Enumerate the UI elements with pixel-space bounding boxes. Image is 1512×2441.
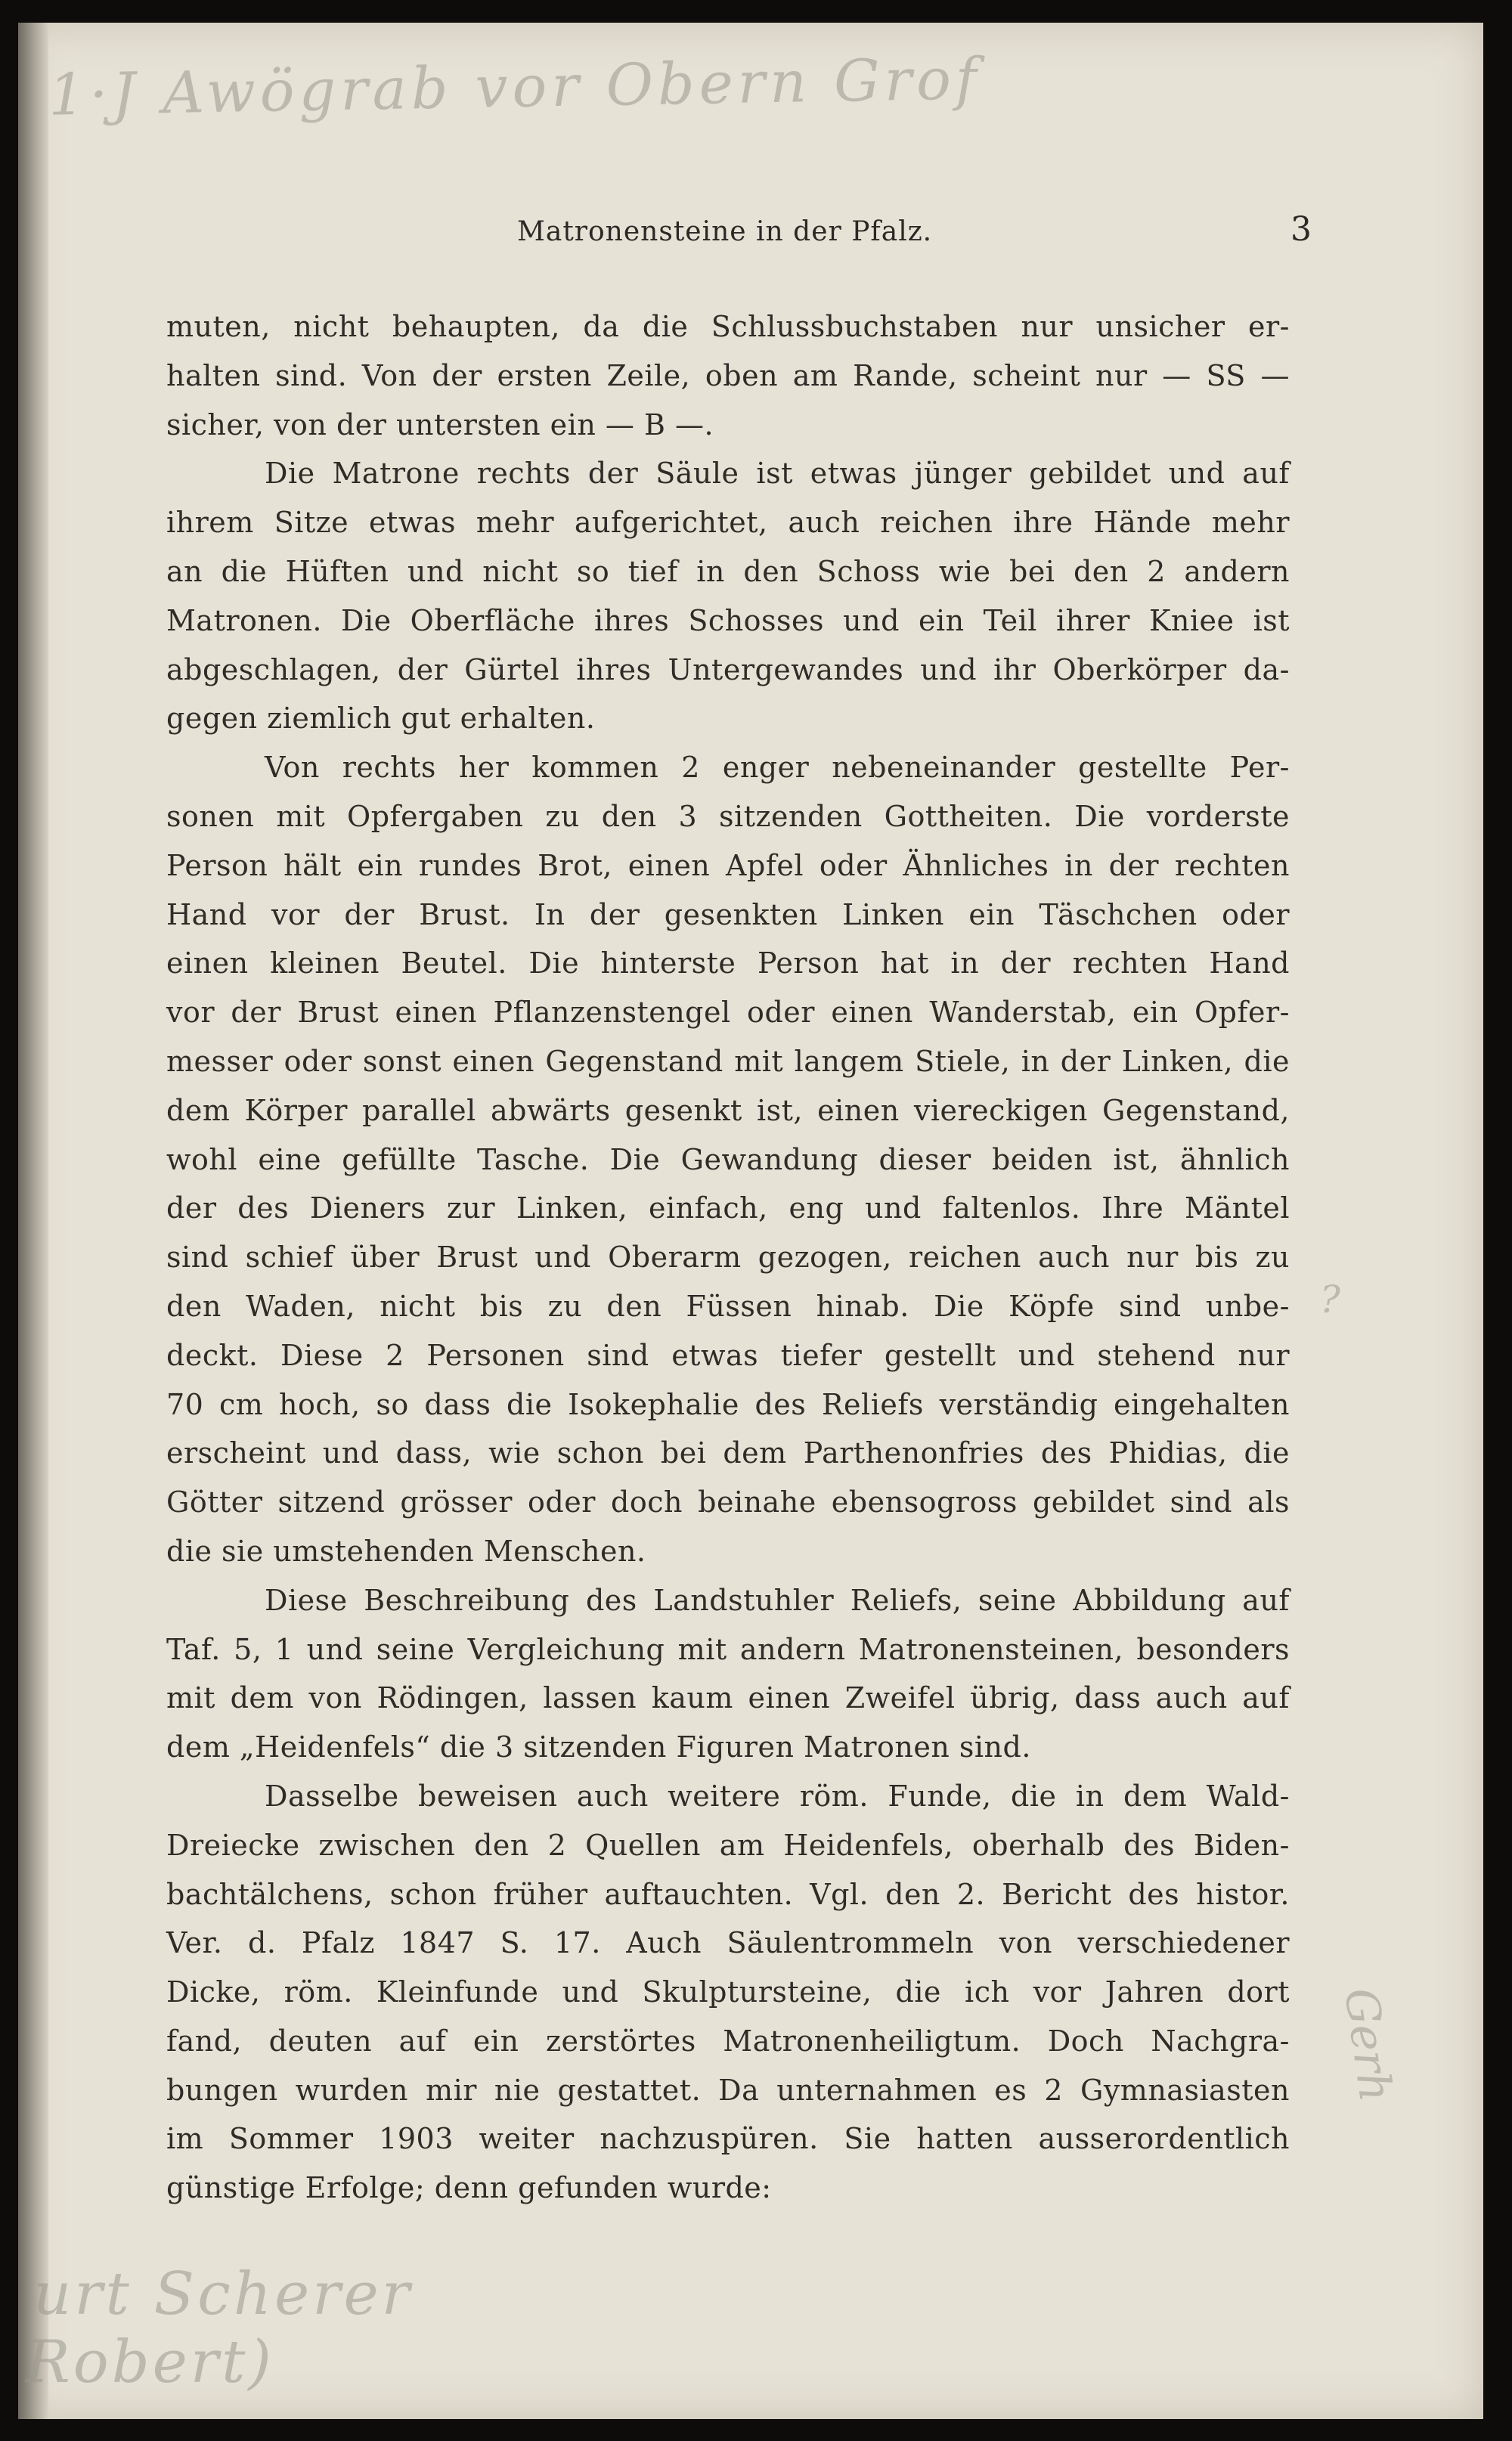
handwritten-note-top: 1·J Awögrab vor Obern Grof xyxy=(48,45,982,129)
text-line: gegen ziemlich gut erhalten. xyxy=(166,702,596,736)
text-line: Götter sitzend grösser oder doch beinahe ebensogross gebildet sind als xyxy=(166,1485,1290,1519)
text-line: Hand vor der Brust. In der gesenkten Linken ein Täschchen oder xyxy=(166,897,1290,931)
text-line: die sie umstehenden Menschen. xyxy=(166,1534,646,1568)
text-line: der des Dieners zur Linken, einfach, eng und faltenlos. Ihre Mäntel xyxy=(166,1191,1290,1225)
text-line: mit dem von Rödingen, lassen kaum einen Zweifel übrig, dass auch auf xyxy=(166,1681,1290,1715)
text-line: Dicke, röm. Kleinfunde und Skulptursteine, die ich vor Jahren dort xyxy=(166,1975,1290,2009)
text-line: dem Körper parallel abwärts gesenkt ist, einen viereckigen Gegenstand, xyxy=(166,1093,1290,1127)
text-line: muten, nicht behaupten, da die Schlussbuchstaben nur unsicher er- xyxy=(166,310,1290,343)
text-line: Dreiecke zwischen den 2 Quellen am Heidenfels, oberhalb des Biden- xyxy=(166,1828,1290,1862)
text-line: ihrem Sitze etwas mehr aufgerichtet, auch reichen ihre Hände mehr xyxy=(166,506,1290,540)
text-line: deckt. Diese 2 Personen sind etwas tiefer gestellt und stehend nur xyxy=(166,1338,1290,1372)
text-line: sicher, von der untersten ein — B —. xyxy=(166,407,714,441)
text-line: erscheint und dass, wie schon bei dem Parthenonfries des Phidias, die xyxy=(166,1436,1290,1470)
text-line: Dasselbe beweisen auch weitere röm. Funde, die in dem Wald- xyxy=(265,1779,1290,1813)
text-line: Die Matrone rechts der Säule ist etwas jünger gebildet und auf xyxy=(265,457,1290,491)
text-line: sind schief über Brust und Oberarm gezogen, reichen auch nur bis zu xyxy=(166,1241,1290,1275)
text-line: bungen wurden mir nie gestattet. Da unternahmen es 2 Gymnasiasten xyxy=(166,2073,1290,2107)
text-line: 70 cm hoch, so dass die Isokephalie des Reliefs verständig eingehalten xyxy=(166,1387,1290,1421)
text-line: Von rechts her kommen 2 enger nebeneinander gestellte Per- xyxy=(265,751,1290,785)
page-binding-edge xyxy=(18,23,48,2419)
text-line: Diese Beschreibung des Landstuhler Reliefs, seine Abbildung auf xyxy=(265,1583,1290,1617)
handwritten-note-bottom-2: Robert) xyxy=(26,2328,274,2396)
text-line: fand, deuten auf ein zerstörtes Matronenheiligtum. Doch Nachgra- xyxy=(166,2024,1290,2058)
header-title: Matronensteine in der Pfalz. xyxy=(517,216,933,247)
handwritten-note-bottom-1: urt Scherer xyxy=(33,2260,413,2328)
handwritten-note-right: Gerh xyxy=(1334,1984,1402,2105)
text-line: sonen mit Opfergaben zu den 3 sitzenden Gottheiten. Die vorderste xyxy=(166,799,1290,833)
text-line: im Sommer 1903 weiter nachzuspüren. Sie hatten ausserordentlich xyxy=(166,2122,1290,2156)
text-line: bachtälchens, schon früher auftauchten. Vgl. den 2. Bericht des histor. xyxy=(166,1877,1290,1911)
text-line: vor der Brust einen Pflanzenstengel oder einen Wanderstab, ein Opfer- xyxy=(166,996,1290,1030)
text-line: wohl eine gefüllte Tasche. Die Gewandung dieser beiden ist, ähnlich xyxy=(166,1142,1290,1176)
text-line: Person hält ein rundes Brot, einen Apfel oder Ähnliches in der rechten xyxy=(166,848,1290,882)
text-line: günstige Erfolge; denn gefunden wurde: xyxy=(166,2171,772,2205)
running-header xyxy=(154,210,1312,256)
book-page xyxy=(18,23,1483,2419)
text-line: Matronen. Die Oberfläche ihres Schosses und ein Teil ihrer Kniee ist xyxy=(166,603,1290,637)
text-line: einen kleinen Beutel. Die hinterste Person hat in der rechten Hand xyxy=(166,946,1290,980)
text-line: dem „Heidenfels“ die 3 sitzenden Figuren Matronen sind. xyxy=(166,1730,1031,1764)
text-line: abgeschlagen, der Gürtel ihres Untergewandes und ihr Oberkörper da- xyxy=(166,652,1290,686)
text-line: halten sind. Von der ersten Zeile, oben am Rande, scheint nur — SS — xyxy=(166,358,1290,392)
body-text xyxy=(166,302,1290,2213)
text-line: den Waden, nicht bis zu den Füssen hinab. Die Köpfe sind unbe- xyxy=(166,1289,1290,1323)
text-line: Ver. d. Pfalz 1847 S. 17. Auch Säulentrommeln von verschiedener xyxy=(166,1926,1290,1960)
handwritten-mark-right: ? xyxy=(1320,1278,1340,1321)
text-line: an die Hüften und nicht so tief in den Schoss wie bei den 2 andern xyxy=(166,554,1290,588)
page-number: 3 xyxy=(1290,210,1312,249)
text-line: Taf. 5, 1 und seine Vergleichung mit andern Matronensteinen, besonders xyxy=(166,1632,1290,1666)
text-line: messer oder sonst einen Gegenstand mit langem Stiele, in der Linken, die xyxy=(166,1044,1290,1078)
